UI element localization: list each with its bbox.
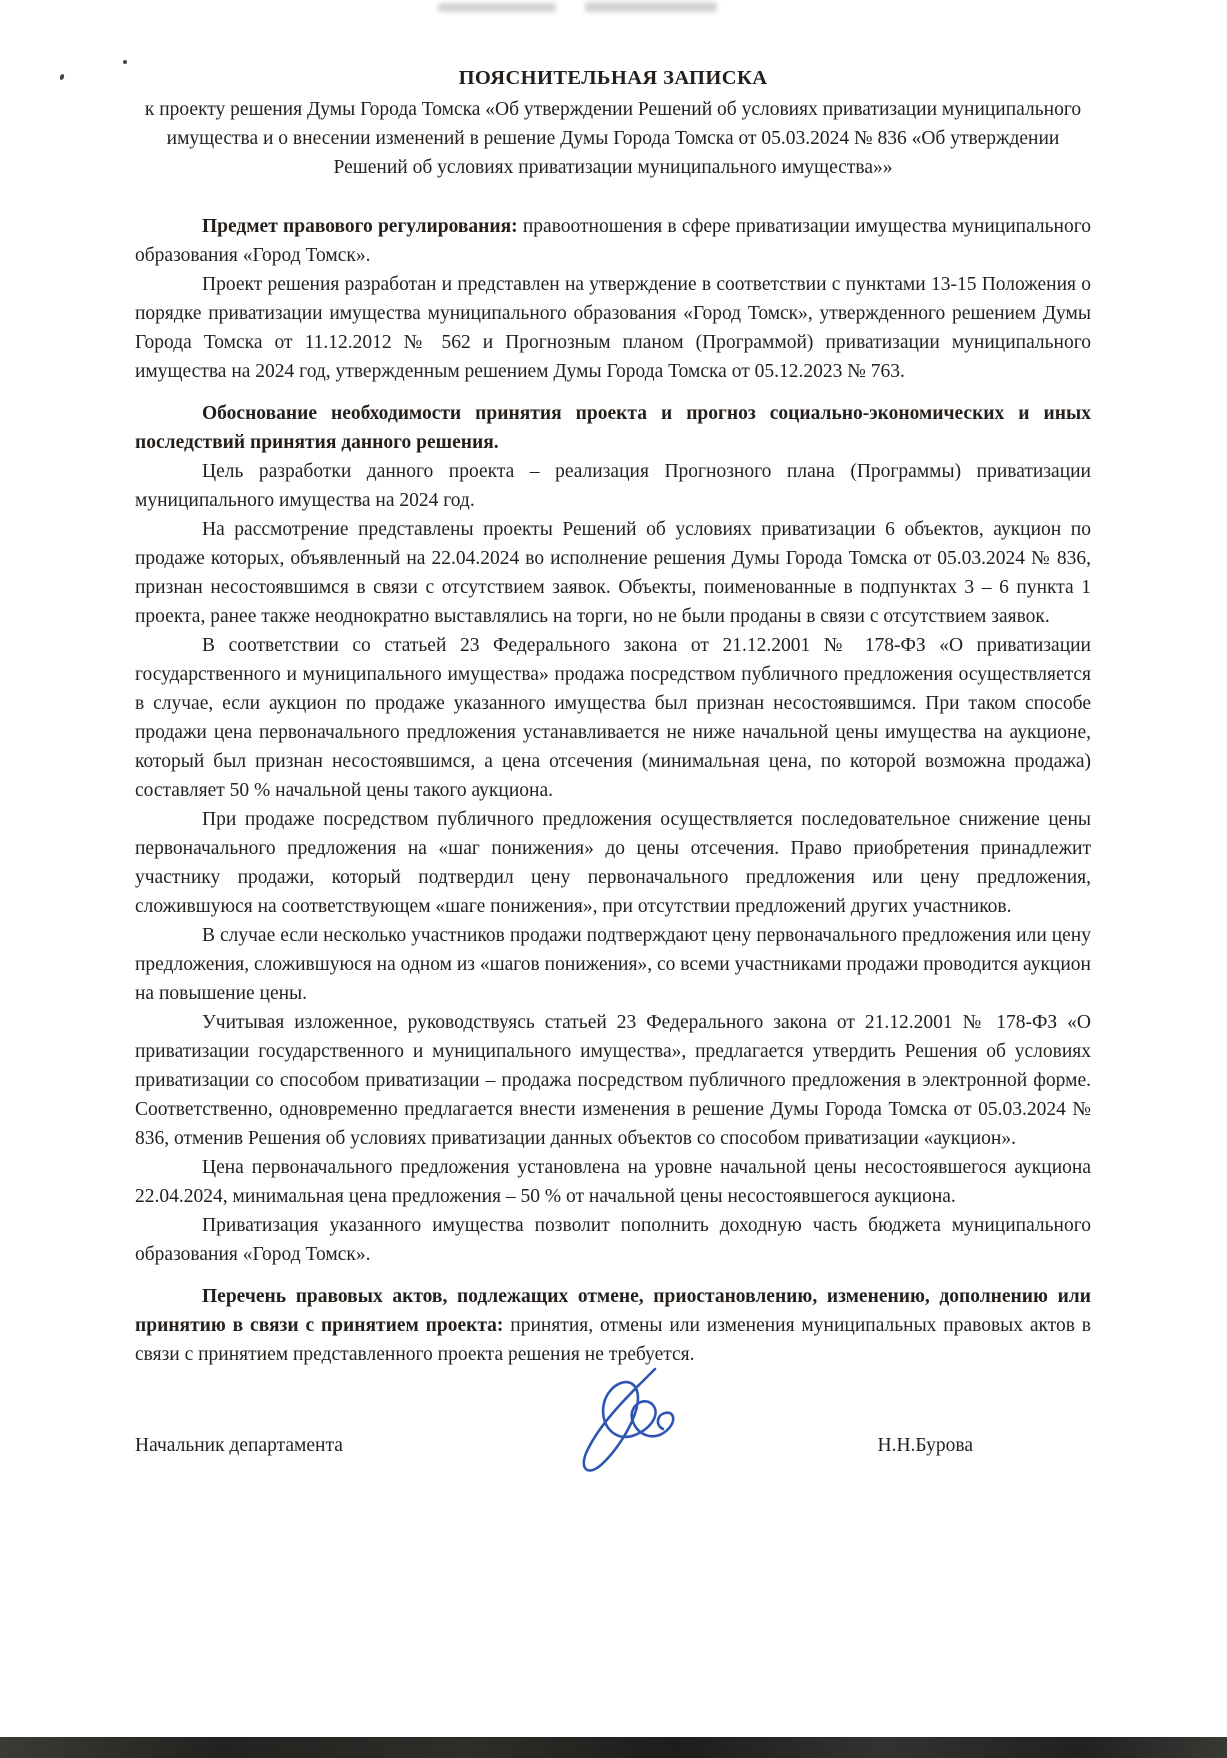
paragraph: [135, 1008, 1091, 1153]
scan-artifact-speck: [59, 73, 65, 80]
handwritten-signature: [555, 1363, 705, 1488]
paragraph: [135, 1153, 1091, 1211]
paragraph-text: Цель разработки данного проекта – реализация Прогнозного плана (Программы) приватизации муниципального имущества на 2024 год.: [135, 461, 1091, 511]
paragraph-text: Приватизация указанного имущества позволит пополнить доходную часть бюджета муниципального образования «Город Томск».: [135, 1215, 1091, 1265]
document-subtitle: к проекту решения Думы Города Томска «Об утверждении Решений об условиях приватизации муниципального имущества и о внесении изменений в решение Думы Города Томска от 05.03.2024 № 836 «Об утверждении Решений об условиях приватизации муниципального имущества»»: [144, 99, 1082, 178]
document-body: [135, 64, 1091, 1460]
signer-name: Н.Н.Бурова: [877, 1435, 973, 1456]
paragraph-text: правоотношения в сфере приватизации имущества муниципального образования «Город Томск».: [135, 216, 1091, 266]
scan-artifact-smudge: [585, 2, 717, 12]
scan-artifact-smudge: [438, 3, 556, 12]
paragraph-lead-bold: Перечень правовых актов, подлежащих отмене, приостановлению, изменению, дополнению или принятию в связи с принятием проекта:: [135, 1286, 1091, 1336]
signer-position-label: Начальник департамента: [135, 1435, 343, 1456]
paragraph-text: В соответствии со статьей 23 Федерального закона от 21.12.2001 № 178-ФЗ «О приватизации государственного и муниципального имущества» продажа посредством публичного предложения осуществляется в случае, если аукцион по продаже указанного имущества был признан несостоявшимся. При таком способе продажи цена первоначального предложения устанавливается не ниже начальной цены имущества на аукционе, который был признан несостоявшимся, а цена отсечения (минимальная цена, по которой возможна продажа) составляет 50 % начальной цены такого аукциона.: [135, 635, 1091, 801]
paragraph-acts-list: [135, 1282, 1091, 1369]
paragraph: [135, 805, 1091, 921]
paragraph-lead-bold: Обоснование необходимости принятия проекта и прогноз социально-экономических и иных последствий принятия данного решения.: [135, 403, 1091, 453]
paragraph-text: В случае если несколько участников продажи подтверждают цену первоначального предложения или цену предложения, сложившуюся на одном из «шагов понижения», со всеми участниками продажи проводится аукцион на повышение цены.: [135, 925, 1091, 1004]
paragraph-lead-bold: Предмет правового регулирования:: [202, 216, 518, 237]
paragraph: [135, 515, 1091, 631]
scan-artifact-speck: [123, 60, 127, 64]
paragraph: [135, 270, 1091, 386]
paragraph-text: При продаже посредством публичного предложения осуществляется последовательное снижение цены первоначального предложения на «шаг понижения» до цены отсечения. Право приобретения принадлежит участнику продажи, который подтвердил цену первоначального предложения или цену предложения, сложившуюся на соответствующем «шаге понижения», при отсутствии предложений других участников.: [135, 809, 1091, 917]
paragraph: [135, 457, 1091, 515]
paragraph-text: Проект решения разработан и представлен на утверждение в соответствии с пунктами 13-15 Положения о порядке приватизации имущества муниципального образования «Город Томск», утвержденного решением Думы Города Томска от 11.12.2012 № 562 и Прогнозным планом (Программой) приватизации муниципального имущества на 2024 год, утвержденным решением Думы Города Томска от 05.12.2023 № 763.: [135, 274, 1091, 382]
paragraph-text: Учитывая изложенное, руководствуясь статьей 23 Федерального закона от 21.12.2001 № 178-ФЗ «О приватизации государственного и муниципального имущества», предлагается утвердить Решения об условиях приватизации со способом приватизации – продажа посредством публичного предложения в электронной форме. Соответственно, одновременно предлагается внести изменения в решение Думы Города Томска от 05.03.2024 № 836, отменив Решения об условиях приватизации данных объектов со способом приватизации «аукцион».: [135, 1012, 1091, 1149]
document-title: ПОЯСНИТЕЛЬНАЯ ЗАПИСКА: [458, 67, 768, 89]
paragraph: [135, 921, 1091, 1008]
paragraph-rationale-heading: [135, 399, 1091, 457]
paragraph-text: На рассмотрение представлены проекты Решений об условиях приватизации 6 объектов, аукцион по продаже которых, объявленный на 22.04.2024 во исполнение решения Думы Города Томска от 05.03.2024 № 836, признан несостоявшимся в связи с отсутствием заявок. Объекты, поименованные в подпунктах 3 – 6 пункта 1 проекта, ранее также неоднократно выставлялись на торги, но не были проданы в связи с отсутствием заявок.: [135, 519, 1091, 627]
scan-edge-bottom: [0, 1737, 1227, 1758]
paragraph: [135, 1211, 1091, 1269]
paragraph-text: принятия, отмены или изменения муниципальных правовых актов в связи с принятием представленного проекта решения не требуется.: [135, 1315, 1091, 1365]
paragraph-subject: [135, 212, 1091, 270]
paragraph: [135, 631, 1091, 805]
paragraph-text: Цена первоначального предложения установлена на уровне начальной цены несостоявшегося аукциона 22.04.2024, минимальная цена предложения – 50 % от начальной цены несостоявшегося аукциона.: [135, 1157, 1091, 1207]
signature-block: [135, 1431, 1091, 1460]
